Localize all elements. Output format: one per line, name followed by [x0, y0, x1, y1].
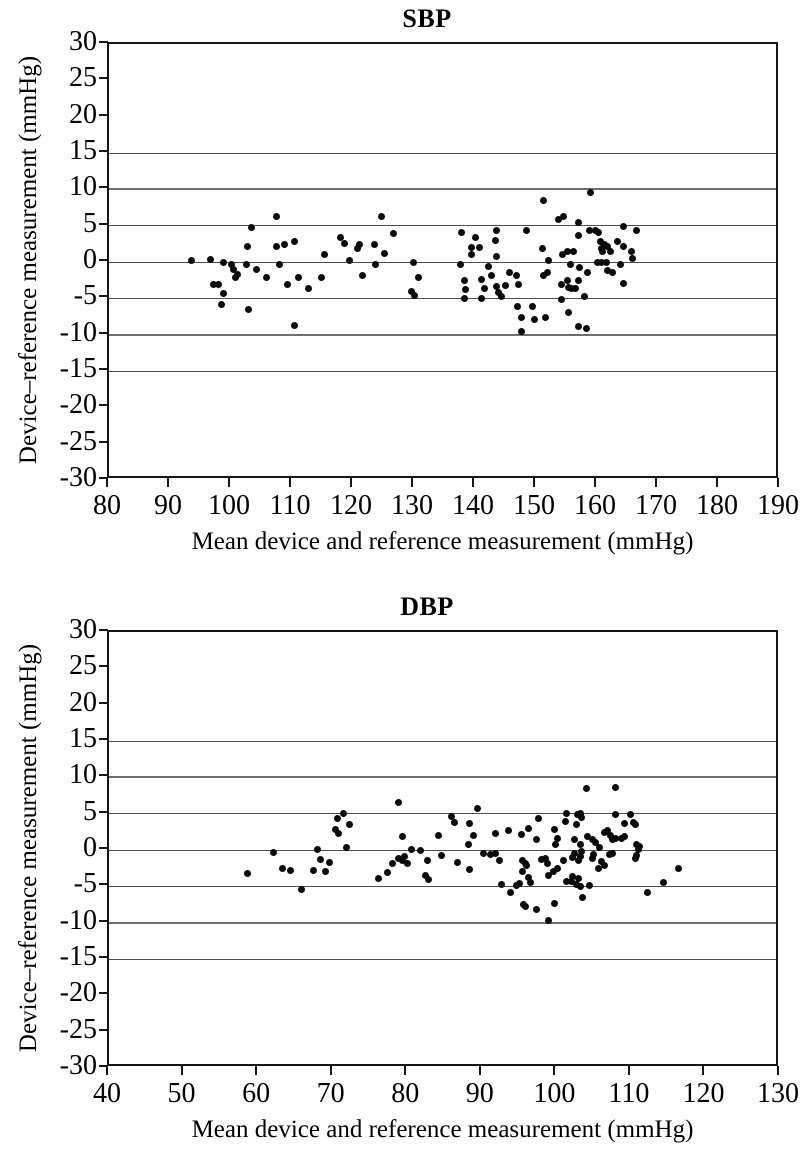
x-tick-mark	[777, 478, 779, 487]
data-point	[284, 281, 291, 288]
y-tick-label-5: 5	[83, 795, 97, 827]
data-point	[565, 309, 572, 316]
y-tick-mark	[99, 150, 108, 152]
data-point	[220, 290, 227, 297]
x-tick-mark	[330, 1066, 332, 1075]
data-point	[207, 256, 214, 263]
data-point	[314, 846, 321, 853]
data-point	[478, 295, 485, 302]
data-point	[542, 314, 549, 321]
data-point	[244, 870, 251, 877]
data-point	[411, 292, 418, 299]
plot-area-sbp	[107, 42, 778, 478]
data-point	[609, 269, 616, 276]
data-point	[474, 805, 481, 812]
data-point	[620, 280, 627, 287]
data-point	[281, 241, 288, 248]
x-tick-mark	[228, 478, 230, 487]
data-point	[346, 821, 353, 828]
gridline-y-15	[109, 153, 776, 154]
x-tick-label-90: 90	[465, 1078, 494, 1109]
data-point	[535, 815, 542, 822]
x-tick-mark	[533, 478, 535, 487]
data-point	[612, 784, 619, 791]
data-point	[629, 255, 636, 262]
x-tick-mark	[479, 1066, 481, 1075]
data-point	[533, 836, 540, 843]
y-tick-mark	[99, 77, 108, 79]
data-point	[579, 894, 586, 901]
data-point	[390, 230, 397, 237]
data-point	[575, 219, 582, 226]
data-point	[188, 257, 195, 264]
chart-title-dbp: DBP	[400, 592, 454, 621]
y-tick-mark	[99, 629, 108, 631]
y-axis-label: Device–reference measurement (mmHg)	[15, 55, 42, 465]
data-point	[480, 850, 487, 857]
x-tick-label-100: 100	[208, 490, 250, 521]
y-tick-label--20: -20	[59, 389, 97, 421]
chart-title-sbp: SBP	[402, 4, 452, 33]
data-point	[595, 865, 602, 872]
x-tick-label-40: 40	[93, 1078, 121, 1109]
gridline-y-5	[109, 813, 776, 814]
y-tick-label-10: 10	[69, 759, 97, 791]
y-tick-label--30: -30	[59, 1050, 97, 1081]
x-tick-mark	[106, 478, 108, 487]
data-point	[461, 295, 468, 302]
data-point	[607, 248, 614, 255]
data-point	[544, 269, 551, 276]
data-point	[276, 261, 283, 268]
y-tick-label-25: 25	[69, 650, 97, 682]
data-point	[620, 223, 627, 230]
data-point	[318, 274, 325, 281]
data-point	[507, 889, 514, 896]
x-tick-label-110: 110	[608, 1078, 650, 1109]
data-point	[468, 244, 475, 251]
x-tick-mark	[628, 1066, 630, 1075]
data-point	[609, 850, 616, 857]
dbp-chart-panel	[0, 588, 800, 1150]
data-point	[389, 860, 396, 867]
y-tick-mark	[99, 883, 108, 885]
gridline-y-5	[109, 225, 776, 226]
data-point	[378, 213, 385, 220]
y-tick-label-30: 30	[69, 614, 97, 645]
data-point	[498, 881, 505, 888]
data-point	[505, 827, 512, 834]
data-point	[384, 869, 391, 876]
data-point	[603, 259, 610, 266]
data-point	[401, 853, 408, 860]
y-tick-label-20: 20	[69, 686, 97, 718]
data-point	[525, 825, 532, 832]
y-tick-mark	[99, 1029, 108, 1031]
data-point	[601, 862, 608, 869]
data-point	[578, 848, 585, 855]
data-point	[470, 832, 477, 839]
data-point	[567, 261, 574, 268]
data-point	[244, 243, 251, 250]
x-tick-label-130: 130	[757, 1078, 799, 1109]
x-tick-label-60: 60	[242, 1078, 271, 1109]
y-tick-label-10: 10	[69, 171, 97, 203]
data-point	[465, 841, 472, 848]
gridline-y--5	[109, 886, 776, 887]
data-point	[570, 248, 577, 255]
data-point	[438, 852, 445, 859]
data-point	[381, 250, 388, 257]
data-point	[425, 876, 432, 883]
data-point	[516, 880, 523, 887]
x-tick-mark	[106, 1066, 108, 1075]
data-point	[371, 241, 378, 248]
data-point	[545, 257, 552, 264]
data-point	[573, 821, 580, 828]
y-tick-label--10: -10	[59, 904, 97, 936]
y-tick-label--15: -15	[59, 353, 97, 384]
x-tick-label-110: 110	[269, 490, 311, 521]
y-tick-label--5: -5	[73, 280, 97, 312]
data-point	[417, 847, 424, 854]
data-point	[454, 859, 461, 866]
data-point	[589, 855, 596, 862]
data-point	[220, 259, 227, 266]
gridline-y--5	[109, 298, 776, 299]
data-point	[632, 855, 639, 862]
data-point	[291, 238, 298, 245]
y-tick-mark	[99, 738, 108, 740]
data-point	[617, 261, 624, 268]
data-point	[513, 272, 520, 279]
x-tick-mark	[411, 478, 413, 487]
x-tick-label-150: 150	[513, 490, 555, 521]
data-point	[583, 785, 590, 792]
data-point	[466, 820, 473, 827]
data-point	[279, 865, 286, 872]
y-tick-mark	[99, 186, 108, 188]
gridline-y-10	[109, 188, 776, 190]
data-point	[356, 241, 363, 248]
data-point	[408, 846, 415, 853]
data-point	[575, 232, 582, 239]
data-point	[493, 253, 500, 260]
data-point	[472, 234, 479, 241]
x-tick-label-140: 140	[452, 490, 494, 521]
data-point	[533, 906, 540, 913]
data-point	[359, 272, 366, 279]
data-point	[502, 282, 509, 289]
y-tick-label--25: -25	[59, 425, 97, 457]
x-tick-label-190: 190	[757, 490, 799, 521]
x-tick-label-180: 180	[696, 490, 738, 521]
y-tick-label-0: 0	[83, 244, 97, 275]
data-point	[628, 248, 635, 255]
data-point	[621, 833, 628, 840]
data-point	[291, 322, 298, 329]
data-point	[458, 229, 465, 236]
y-tick-mark	[99, 774, 108, 776]
y-tick-mark	[99, 702, 108, 704]
data-point	[310, 867, 317, 874]
data-point	[375, 875, 382, 882]
y-tick-mark	[99, 811, 108, 813]
data-point	[539, 245, 546, 252]
y-tick-label-5: 5	[83, 207, 97, 239]
y-tick-mark	[99, 41, 108, 43]
data-point	[498, 293, 505, 300]
y-tick-label-15: 15	[69, 135, 97, 166]
data-point	[632, 821, 639, 828]
data-point	[518, 314, 525, 321]
data-point	[287, 867, 294, 874]
data-point	[584, 269, 591, 276]
y-tick-label-15: 15	[69, 723, 97, 754]
x-tick-label-80: 80	[391, 1078, 420, 1109]
data-point	[232, 274, 239, 281]
data-point	[587, 189, 594, 196]
y-tick-mark	[99, 114, 108, 116]
data-point	[346, 257, 353, 264]
x-tick-mark	[255, 1066, 257, 1075]
data-point	[372, 261, 379, 268]
data-point	[581, 293, 588, 300]
y-tick-label-20: 20	[69, 98, 97, 130]
data-point	[558, 296, 565, 303]
data-point	[492, 850, 499, 857]
x-tick-label-130: 130	[391, 490, 433, 521]
data-point	[572, 285, 579, 292]
data-point	[493, 227, 500, 234]
y-tick-mark	[99, 368, 108, 370]
x-tick-label-70: 70	[316, 1078, 345, 1109]
data-point	[583, 325, 590, 332]
gridline-y-15	[109, 741, 776, 742]
data-point	[317, 856, 324, 863]
x-tick-mark	[289, 478, 291, 487]
data-point	[481, 285, 488, 292]
data-point	[506, 269, 513, 276]
y-tick-label--5: -5	[73, 868, 97, 900]
data-point	[466, 866, 473, 873]
data-point	[492, 830, 499, 837]
x-tick-mark	[594, 478, 596, 487]
data-point	[435, 832, 442, 839]
data-point	[334, 815, 341, 822]
x-tick-label-120: 120	[682, 1078, 725, 1109]
data-point	[273, 213, 280, 220]
data-point	[644, 889, 651, 896]
y-tick-mark	[99, 441, 108, 443]
y-tick-mark	[99, 404, 108, 406]
x-tick-mark	[350, 478, 352, 487]
y-tick-label--15: -15	[59, 941, 97, 972]
x-tick-label-170: 170	[635, 490, 677, 521]
x-tick-label-90: 90	[154, 490, 182, 521]
data-point	[621, 820, 628, 827]
y-tick-mark	[99, 920, 108, 922]
x-tick-label-80: 80	[93, 490, 121, 521]
data-point	[595, 229, 602, 236]
data-point	[488, 272, 495, 279]
data-point	[562, 818, 569, 825]
y-tick-label-30: 30	[69, 26, 97, 57]
y-tick-mark	[99, 992, 108, 994]
data-point	[523, 227, 530, 234]
data-point	[305, 285, 312, 292]
data-point	[340, 810, 347, 817]
data-point	[461, 277, 468, 284]
data-point	[540, 197, 547, 204]
y-tick-label-25: 25	[69, 62, 97, 94]
x-tick-label-100: 100	[533, 1078, 576, 1109]
x-tick-mark	[655, 478, 657, 487]
gridline-y--15	[109, 371, 776, 372]
data-point	[273, 243, 280, 250]
gridline-y-10	[109, 776, 776, 778]
data-point	[399, 833, 406, 840]
plot-area-dbp	[107, 630, 778, 1066]
gridline-y--10	[109, 922, 776, 924]
y-axis-label: Device–reference measurement (mmHg)	[15, 643, 42, 1053]
data-point	[263, 274, 270, 281]
x-axis-label: Mean device and reference measurement (mmHg)	[191, 528, 694, 555]
data-point	[544, 860, 551, 867]
data-point	[410, 259, 417, 266]
data-point	[457, 261, 464, 268]
y-tick-label-0: 0	[83, 832, 97, 863]
data-point	[322, 868, 329, 875]
data-point	[485, 263, 492, 270]
data-point	[395, 799, 402, 806]
data-point	[551, 900, 558, 907]
data-point	[522, 903, 529, 910]
data-point	[218, 301, 225, 308]
x-tick-label-50: 50	[167, 1078, 196, 1109]
x-tick-mark	[472, 478, 474, 487]
data-point	[563, 810, 570, 817]
data-point	[675, 865, 682, 872]
data-point	[468, 251, 475, 258]
data-point	[424, 857, 431, 864]
y-tick-mark	[99, 295, 108, 297]
data-point	[341, 240, 348, 247]
y-tick-mark	[99, 956, 108, 958]
data-point	[248, 224, 255, 231]
data-point	[560, 213, 567, 220]
data-point	[612, 811, 619, 818]
data-point	[576, 264, 583, 271]
gridline-y--10	[109, 334, 776, 336]
data-point	[575, 277, 582, 284]
data-point	[295, 274, 302, 281]
data-point	[554, 835, 561, 842]
data-point	[476, 244, 483, 251]
data-point	[620, 243, 627, 250]
data-point	[451, 819, 458, 826]
data-point	[478, 276, 485, 283]
data-point	[529, 303, 536, 310]
y-tick-label--30: -30	[59, 462, 97, 493]
data-point	[633, 227, 640, 234]
data-point	[335, 830, 342, 837]
data-point	[245, 306, 252, 313]
data-point	[518, 831, 525, 838]
x-axis-label: Mean device and reference measurement (mmHg)	[191, 1116, 694, 1143]
data-point	[404, 860, 411, 867]
data-point	[599, 248, 606, 255]
gridline-y--15	[109, 959, 776, 960]
x-tick-mark	[553, 1066, 555, 1075]
y-tick-label--20: -20	[59, 977, 97, 1009]
y-tick-label--25: -25	[59, 1013, 97, 1045]
y-tick-mark	[99, 259, 108, 261]
x-tick-mark	[777, 1066, 779, 1075]
y-tick-mark	[99, 665, 108, 667]
data-point	[515, 281, 522, 288]
x-tick-label-120: 120	[330, 490, 372, 521]
x-tick-mark	[181, 1066, 183, 1075]
data-point	[586, 882, 593, 889]
data-point	[298, 886, 305, 893]
x-tick-label-160: 160	[574, 490, 616, 521]
data-point	[560, 857, 567, 864]
data-point	[496, 857, 503, 864]
x-tick-mark	[404, 1066, 406, 1075]
data-point	[575, 323, 582, 330]
data-point	[462, 286, 469, 293]
data-point	[577, 883, 584, 890]
data-point	[321, 251, 328, 258]
x-tick-mark	[716, 478, 718, 487]
data-point	[551, 826, 558, 833]
data-point	[596, 844, 603, 851]
x-tick-mark	[167, 478, 169, 487]
data-point	[514, 303, 521, 310]
y-tick-mark	[99, 847, 108, 849]
data-point	[415, 274, 422, 281]
gridline-y-0	[109, 850, 776, 851]
data-point	[577, 841, 584, 848]
x-tick-mark	[702, 1066, 704, 1075]
y-tick-mark	[99, 223, 108, 225]
data-point	[326, 859, 333, 866]
data-point	[215, 281, 222, 288]
data-point	[243, 261, 250, 268]
data-point	[627, 811, 634, 818]
data-point	[531, 316, 538, 323]
data-point	[270, 849, 277, 856]
data-point	[253, 266, 260, 273]
data-point	[492, 237, 499, 244]
data-point	[554, 865, 561, 872]
y-tick-label--10: -10	[59, 316, 97, 348]
y-tick-mark	[99, 332, 108, 334]
